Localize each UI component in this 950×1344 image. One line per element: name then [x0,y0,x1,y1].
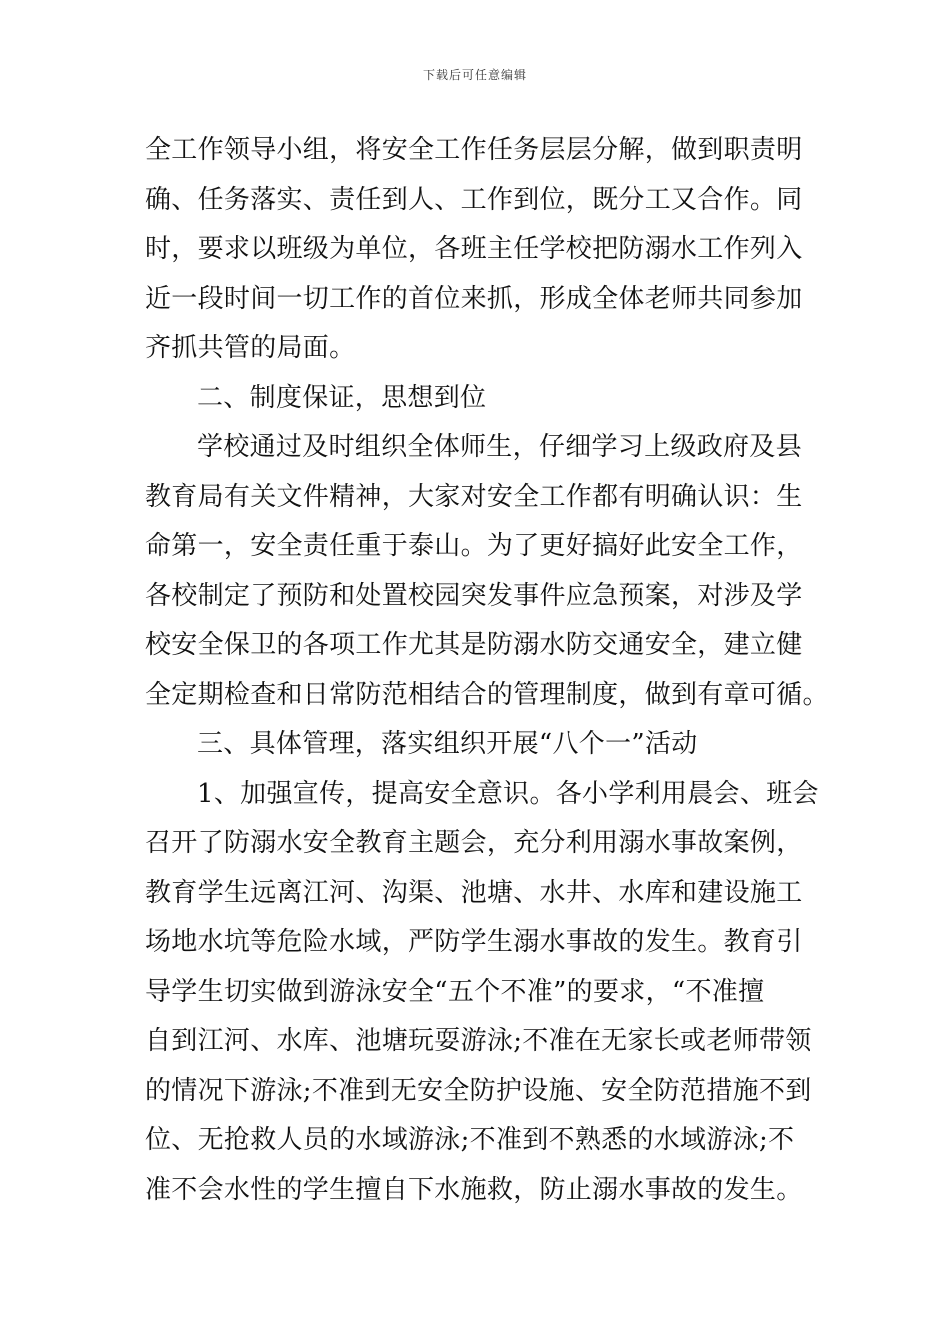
text-line: 教育学生远离江河、沟渠、池塘、水井、水库和建设施工 [145,877,803,908]
text-line: 时，要求以班级为单位，各班主任学校把防溺水工作列入 [145,234,803,264]
text-line: 命第一，安全责任重于泰山。为了更好搞好此安全工作， [145,531,803,561]
text-line: 1、加强宣传，提高安全意识。各小学利用晨会、班会 [197,778,819,809]
text-line: 学校通过及时组织全体师生，仔细学习上级政府及县 [197,432,802,462]
section-heading: 二、制度保证，思想到位 [197,382,487,413]
document-body [145,126,829,1215]
text-line: 导学生切实做到游泳安全“五个不准”的要求，“不准擅 [145,976,765,1007]
text-line: 确、任务落实、责任到人、工作到位，既分工又合作。同 [145,184,803,215]
text-line: 教育局有关文件精神，大家对安全工作都有明确认识：生 [145,481,803,512]
text-line: 各校制定了预防和处置校园突发事件应急预案，对涉及学 [145,580,803,611]
text-line: 召开了防溺水安全教育主题会，充分利用溺水事故案例， [145,828,803,858]
text-line: 齐抓共管的局面。 [145,333,356,363]
text-line: 全工作领导小组，将安全工作任务层层分解，做到职责明 [145,135,803,165]
text-line: 自到江河、水库、池塘玩耍游泳;不准在无家长或老师带领 [145,1026,812,1056]
text-line: 位、无抢救人员的水域游泳;不准到不熟悉的水域游泳;不 [145,1125,795,1155]
section-heading: 三、具体管理，落实组织开展“八个一”活动 [197,729,698,759]
text-line: 准不会水性的学生擅自下水施救，防止溺水事故的发生。 [145,1174,803,1205]
text-line: 近一段时间一切工作的首位来抓，形成全体老师共同参加 [145,283,803,314]
text-line: 场地水坑等危险水域，严防学生溺水事故的发生。教育引 [145,927,803,957]
text-line: 校安全保卫的各项工作尤其是防溺水防交通安全，建立健 [145,630,803,660]
header-note: 下载后可任意编辑 [422,68,527,82]
text-line: 全定期检查和日常防范相结合的管理制度，做到有章可循。 [145,679,829,710]
text-line: 的情况下游泳;不准到无安全防护设施、安全防范措施不到 [145,1075,812,1106]
